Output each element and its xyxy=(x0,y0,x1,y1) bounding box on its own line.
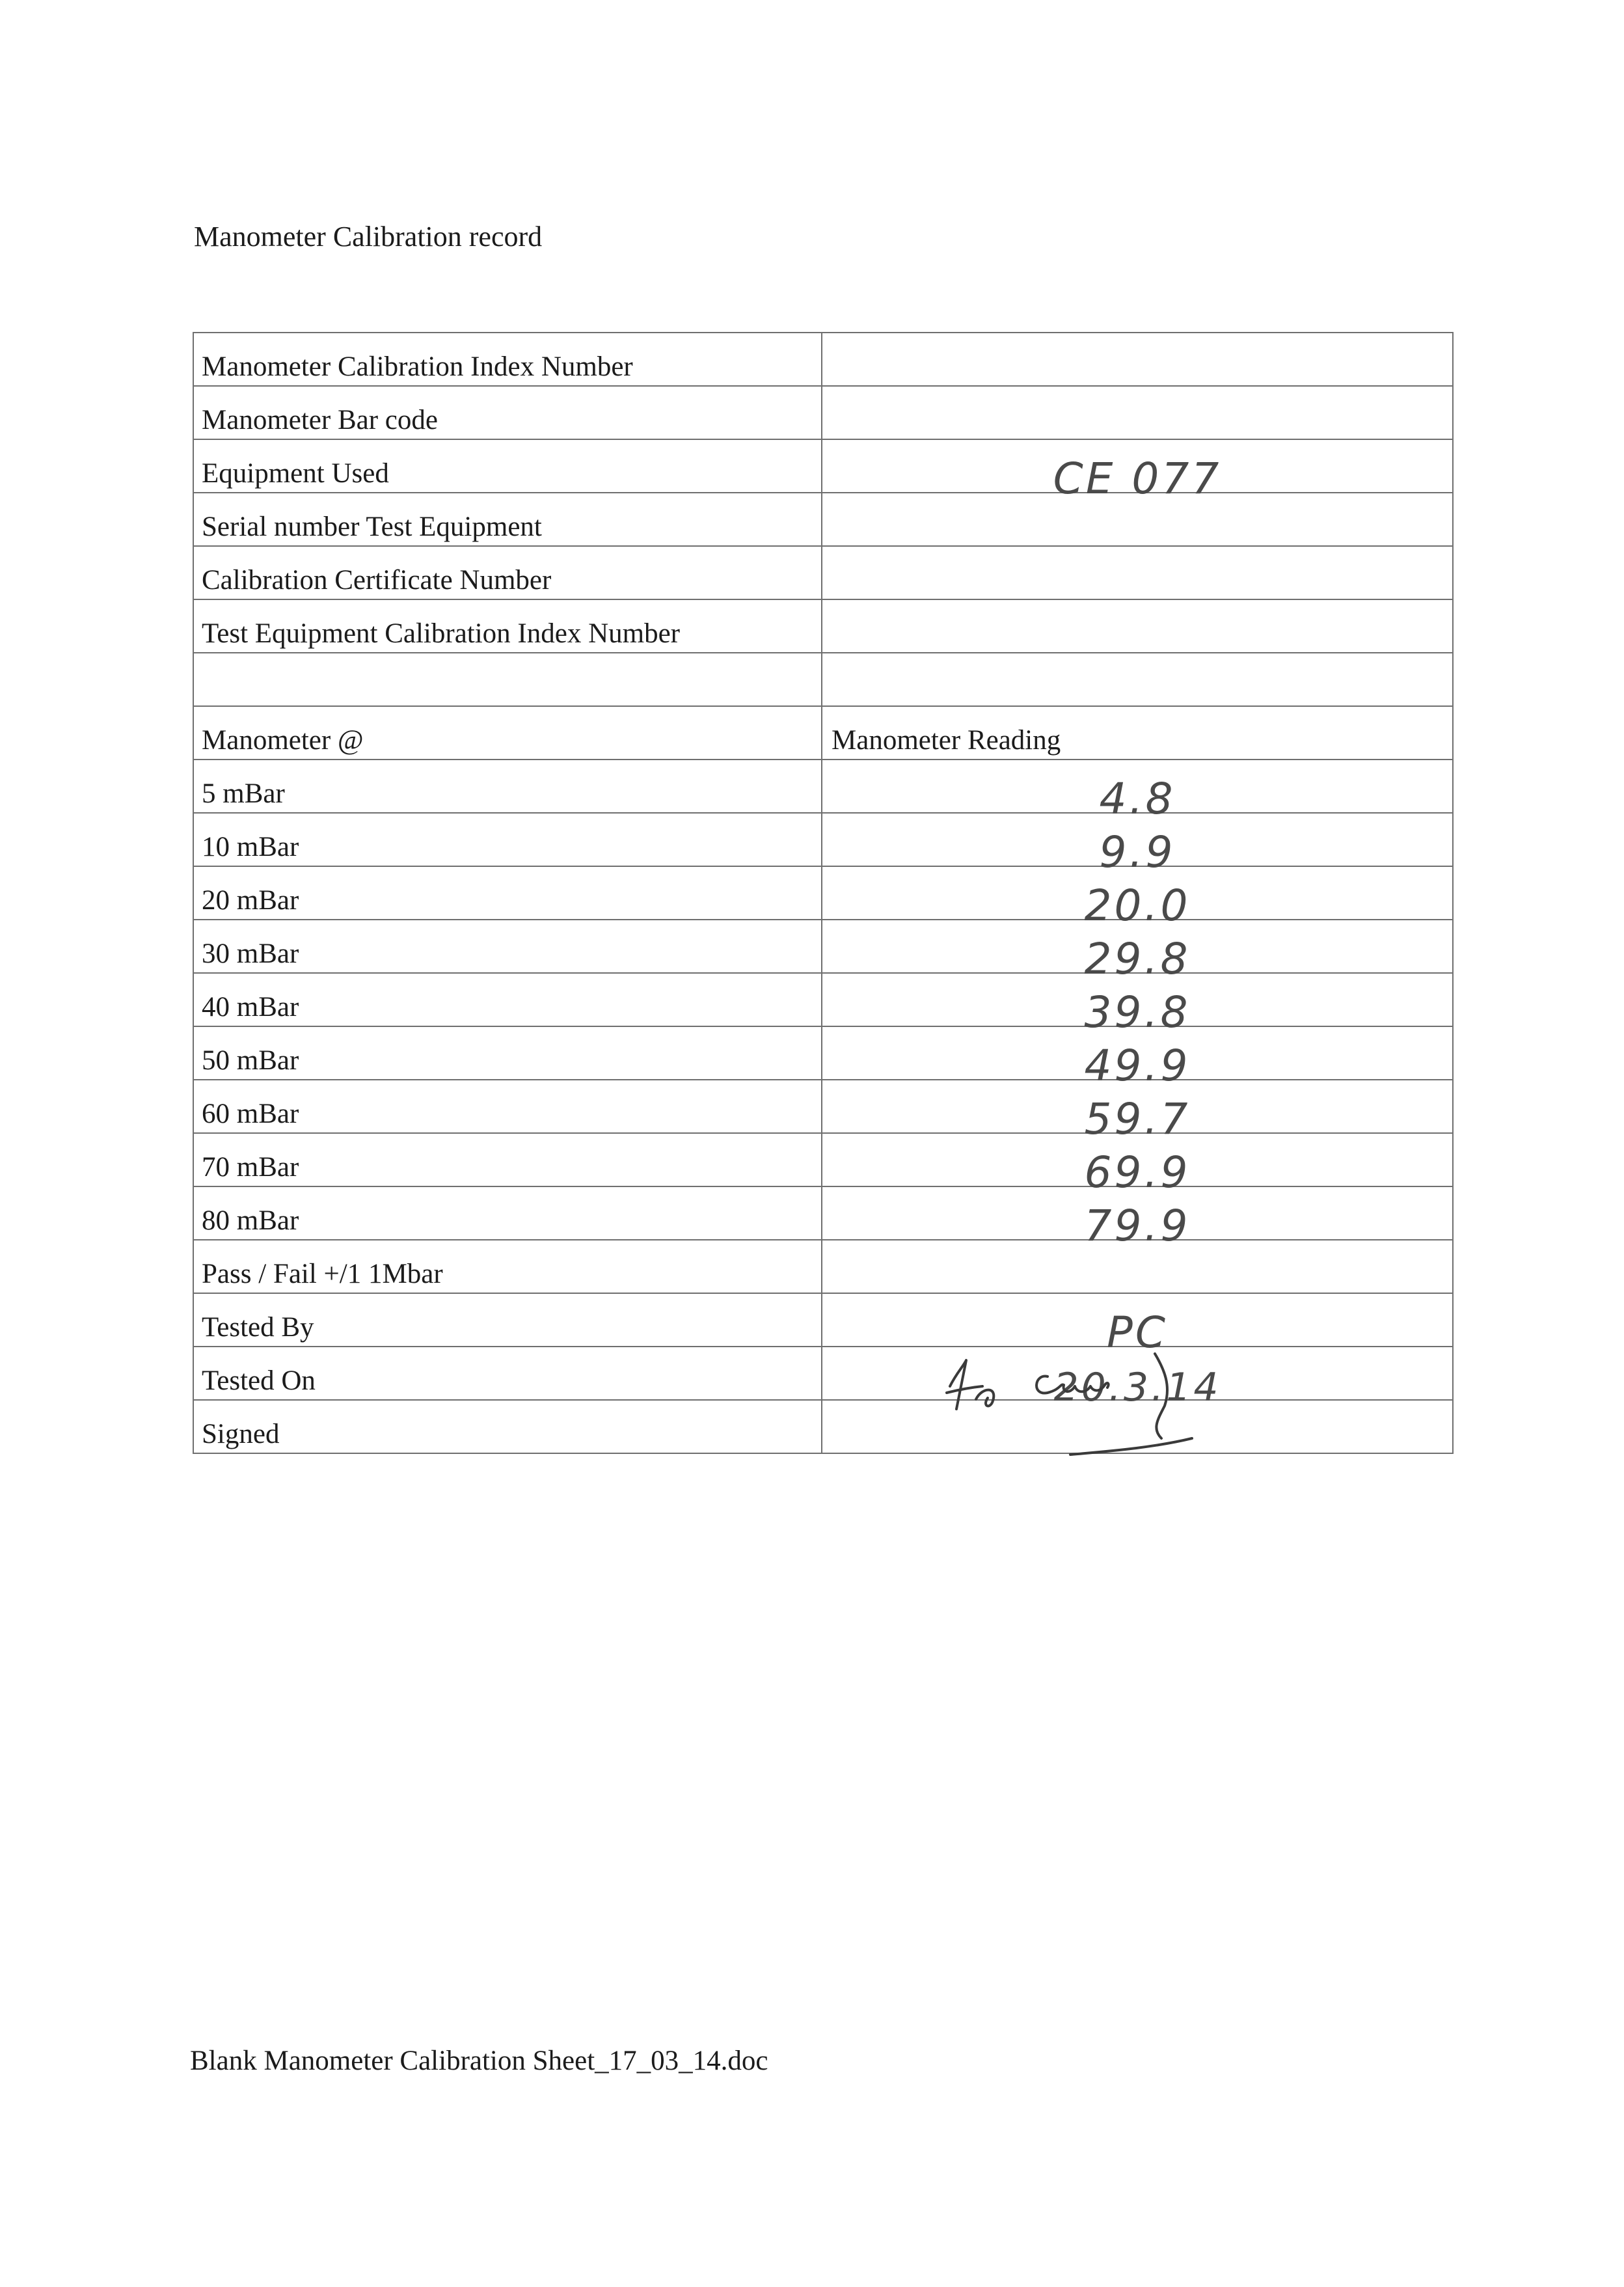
reading-label: 60 mBar xyxy=(193,1080,822,1133)
spacer-row xyxy=(193,653,1453,706)
signature-icon xyxy=(937,1347,1262,1464)
handwritten-date: 20.3.14 xyxy=(1053,1365,1221,1410)
table-row xyxy=(193,813,1453,866)
table-row xyxy=(193,1026,1453,1080)
reading-value: 39.8 xyxy=(822,973,1453,1026)
pass-fail-value xyxy=(822,1240,1453,1293)
signed-label: Signed xyxy=(193,1400,822,1453)
reading-value: 29.8 xyxy=(822,920,1453,973)
table-row xyxy=(193,546,1453,599)
pass-fail-label: Pass / Fail +/1 1Mbar xyxy=(193,1240,822,1293)
reading-label: 5 mBar xyxy=(193,760,822,813)
row-label-bar-code: Manometer Bar code xyxy=(193,386,822,439)
row-label-index-number: Manometer Calibration Index Number xyxy=(193,333,822,386)
table-row xyxy=(193,333,1453,386)
readings-header-label: Manometer @ xyxy=(193,706,822,760)
handwritten-initials: PC xyxy=(1107,1307,1168,1358)
footer-filename: Blank Manometer Calibration Sheet_17_03_14.doc xyxy=(190,2046,768,2076)
readings-header-row xyxy=(193,706,1453,760)
table-row xyxy=(193,1347,1453,1400)
reading-value: 4.8 xyxy=(822,760,1453,813)
reading-value: 9.9 xyxy=(822,813,1453,866)
table-row xyxy=(193,599,1453,653)
reading-label: 10 mBar xyxy=(193,813,822,866)
reading-value: 69.9 xyxy=(822,1133,1453,1186)
reading-label: 80 mBar xyxy=(193,1186,822,1240)
table-row xyxy=(193,493,1453,546)
table-row xyxy=(193,866,1453,920)
row-label-equipment-used: Equipment Used xyxy=(193,439,822,493)
row-value-certificate-number xyxy=(822,546,1453,599)
reading-value: 79.9 xyxy=(822,1186,1453,1240)
table-row xyxy=(193,973,1453,1026)
tested-by-value xyxy=(822,1293,1453,1358)
table-row xyxy=(193,760,1453,813)
row-label-test-equipment-index: Test Equipment Calibration Index Number xyxy=(193,599,822,653)
table-row xyxy=(193,920,1453,973)
calibration-table xyxy=(193,332,1454,1454)
table-row xyxy=(193,1400,1453,1453)
row-label-certificate-number: Calibration Certificate Number xyxy=(193,546,822,599)
reading-label: 30 mBar xyxy=(193,920,822,973)
row-label-serial-number: Serial number Test Equipment xyxy=(193,493,822,546)
row-value-index-number xyxy=(822,333,1453,386)
table-row xyxy=(193,1293,1453,1347)
reading-label: 20 mBar xyxy=(193,866,822,920)
tested-by-label: Tested By xyxy=(193,1293,822,1347)
readings-header-value: Manometer Reading xyxy=(822,706,1453,760)
table-row xyxy=(193,1240,1453,1293)
table-row xyxy=(193,439,1453,493)
reading-value: 20.0 xyxy=(822,866,1453,920)
row-value-equipment-used xyxy=(822,439,1453,504)
row-value-test-equipment-index xyxy=(822,599,1453,653)
reading-label: 70 mBar xyxy=(193,1133,822,1186)
table-row xyxy=(193,1186,1453,1240)
table-row xyxy=(193,1133,1453,1186)
page-title: Manometer Calibration record xyxy=(194,221,543,253)
tested-on-label: Tested On xyxy=(193,1347,822,1400)
table-row xyxy=(193,386,1453,439)
reading-value: 59.7 xyxy=(822,1080,1453,1133)
table-row xyxy=(193,1080,1453,1133)
reading-label: 50 mBar xyxy=(193,1026,822,1080)
reading-label: 40 mBar xyxy=(193,973,822,1026)
reading-value: 49.9 xyxy=(822,1026,1453,1080)
row-value-bar-code xyxy=(822,386,1453,439)
row-value-serial-number xyxy=(822,493,1453,546)
handwritten-equipment-used: CE 077 xyxy=(1053,453,1222,504)
